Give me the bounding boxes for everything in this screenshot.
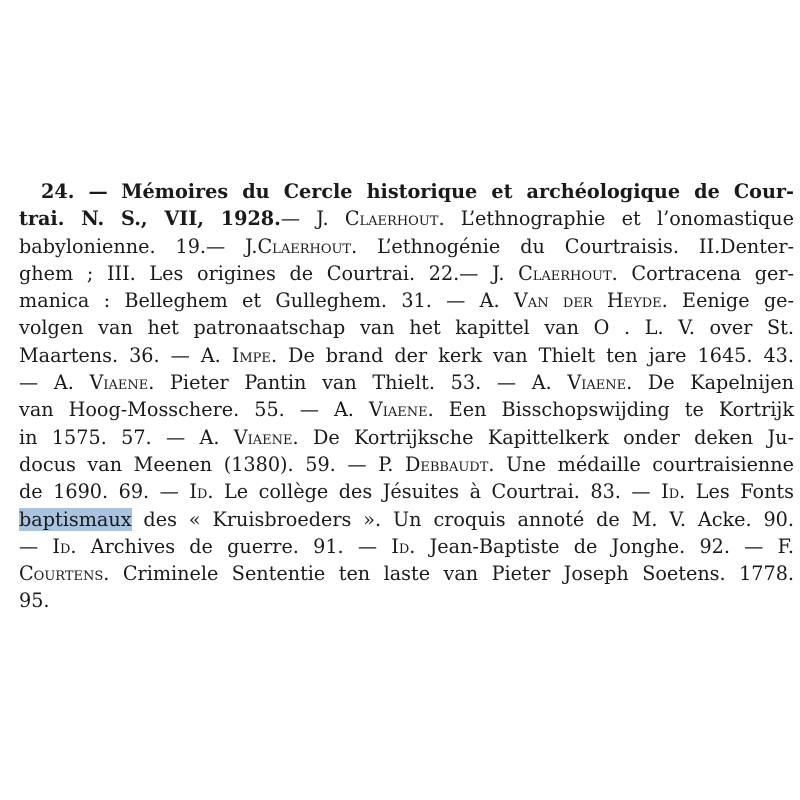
text-line-16: 95. <box>19 589 50 613</box>
text-line-6: volgen van het patronaatschap van het kapittel van O . L. V. over St. <box>19 316 794 340</box>
text-selection-highlight[interactable]: baptismaux <box>19 507 132 531</box>
author-name: Id <box>391 534 410 558</box>
text-line-5: manica : Belleghem et Gulleghem. 31. — A. Van der Heyde. Eenige ge- <box>19 289 794 313</box>
text-line-2: trai. N. S., VII, 1928.— J. Claerhout. L’ethnographie et l’onomastique <box>19 207 794 231</box>
author-name: Id <box>661 480 680 504</box>
author-name: Id <box>189 480 208 504</box>
author-name: Debbaudt <box>404 452 489 476</box>
text-line-15: Courtens. Criminele Sententie ten laste van Pieter Joseph Soetens. 1778. <box>19 562 794 586</box>
author-name: Claerhout <box>344 207 439 231</box>
author-name: Claerhout <box>518 261 612 285</box>
text-line-14: — Id. Archives de guerre. 91. — Id. Jean-Baptiste de Jonghe. 92. — F. <box>19 534 795 558</box>
author-name: Courtens <box>19 562 104 586</box>
text-line-8: — A. Viaene. Pieter Pantin van Thielt. 53. — A. Viaene. De Kapelnijen <box>19 371 794 395</box>
author-name: Van der Heyde <box>513 289 662 313</box>
bibliography-entry <box>19 178 794 615</box>
text-line-7: Maartens. 36. — A. Impe. De brand der kerk van Thielt ten jare 1645. 43. <box>19 343 794 367</box>
author-name: Viaene <box>233 425 293 449</box>
text-line-3: babylonienne. 19.— J.Claerhout. L’ethnogénie du Courtraisis. II.Denter- <box>19 234 794 258</box>
text-line-10: in 1575. 57. — A. Viaene. De Kortrijksche Kapittelkerk onder deken Ju- <box>19 425 794 449</box>
text-line-9: van Hoog-Mosschere. 55. — A. Viaene. Een Bisschopswijding te Kortrijk <box>19 398 795 422</box>
author-name: Id <box>52 534 71 558</box>
author-name: Claerhout <box>257 234 352 258</box>
author-name: Viaene <box>89 371 149 395</box>
text-line-13: baptismaux des « Kruisbroeders ». Un croquis annoté de M. V. Acke. 90. <box>19 507 794 531</box>
text-line-4: ghem ; III. Les origines de Courtrai. 22.— J. Claerhout. Cortracena ger- <box>19 261 794 285</box>
entry-number: 24. — <box>41 180 108 203</box>
text-line-1 <box>19 178 794 205</box>
text-line-12: de 1690. 69. — Id. Le collège des Jésuites à Courtrai. 83. — Id. Les Fonts <box>19 480 794 504</box>
journal-title-continued: trai. N. S., VII, 1928. <box>19 207 281 231</box>
author-name: Viaene <box>567 371 627 395</box>
author-name: Impe <box>231 343 271 367</box>
text-line-11: docus van Meenen (1380). 59. — P. Debbaudt. Une médaille courtraisienne <box>19 452 795 476</box>
author-name: Viaene <box>368 398 428 422</box>
journal-title: Mémoires du Cercle historique et archéologique de Cour- <box>121 180 795 203</box>
